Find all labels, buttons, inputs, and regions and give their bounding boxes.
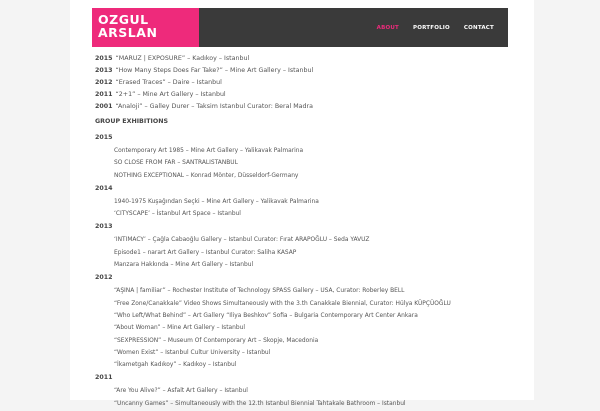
solo-year: 2013 [95,67,113,74]
solo-text: “2+1” – Mine Art Gallery – Istanbul [115,91,226,98]
year-block-2013 [95,221,525,271]
year-block-2015 [95,132,525,182]
solo-row [95,89,525,101]
site-logo[interactable] [92,8,199,47]
solo-year: 2001 [95,103,113,110]
exhibition-entry: Manzara Hakkında – Mine Art Gallery – Istanbul [114,262,254,269]
solo-row [95,101,525,113]
solo-text: “Analoji” – Galley Durer – Taksim Istanbul Curator: Beral Madra [115,103,313,110]
solo-row [95,65,525,77]
year-heading: 2013 [95,223,113,231]
exhibition-entry: Contemporary Art 1985 – Mine Art Gallery – Yalikavak Palmarina [114,148,304,154]
main-nav [372,8,499,47]
nav-contact[interactable]: CONTACT [463,24,494,31]
exhibition-entry: SO CLOSE FROM FAR – SANTRALISTANBUL [114,160,238,167]
exhibition-entry: Episode1 – narart Art Gallery – Istanbul Curator: Saliha KASAP [114,249,297,256]
logo-line-2: ARSLAN [98,25,158,40]
exhibition-entry: 1940-1975 Kuşağından Seçki – Mine Art Gallery – Yalikavak Palmarina [114,198,319,205]
year-block-2014 [95,183,525,221]
year-block-2011 [95,372,525,410]
exhibition-entry: “About Woman” – Mine Art Gallery – Istanbul [114,325,245,332]
year-heading: 2012 [95,274,113,282]
year-heading: 2014 [95,184,113,192]
nav-portfolio[interactable]: PORTFOLIO [413,24,450,31]
group-exhibitions-title: GROUP EXHIBITIONS [95,118,168,125]
exhibition-entry: “Who Left/What Behind” – Art Gallery “Iliya Beshkov” Sofia – Bulgaria Contemporary Art Center Ankara [114,312,418,319]
exhibition-entry: “Free Zone/Canakkale” Video Shows Simultaneously with the 3.th Canakkale Biennial, Curator: Hülya KÜPÇÜOĞLU [114,300,451,307]
exhibition-entry: “Women Exist” – Istanbul Cultur University – Istanbul [114,349,271,356]
solo-text: “MARUZ | EXPOSURE” – Kadıkoy – Istanbul [115,55,250,62]
year-block-2012 [95,272,525,371]
solo-year: 2011 [95,91,113,98]
solo-year: 2012 [95,79,113,86]
exhibition-entry: ‘INTIMACY’ – Çağla Cabaoğlu Gallery – Istanbul Curator: Fırat ARAPOĞLU – Seda YAVUZ [114,237,370,244]
year-heading: 2015 [95,134,113,141]
exhibition-entry: “Are You Alive?” – Asfalt Art Gallery – Istanbul [114,388,248,395]
exhibition-entry: “AŞINA | familiar” – Rochester Institute of Technology SPASS Gallery – USA, Curator: Roberley BELL [114,288,405,295]
exhibition-entry: “Uncanny Games” – Simultaneously with the 12.th Istanbul Biennial Tahtakale Bathroom – Istanbul [114,400,406,407]
logo-line-1: OZGUL [98,12,149,27]
exhibition-entry: “SEXPRESSION” – Museum Of Contemporary Art – Skopje, Macedonia [114,337,319,344]
site-header [92,8,508,47]
exhibition-entry: ‘CITYSCAPE’ – İstanbul Art Space – Istanbul [114,211,241,218]
exhibition-entry: “İkametgah Kadıkoy” – Kadıkoy – Istanbul [114,362,237,369]
exhibition-entry: NOTHING EXCEPTIONAL – Konrad Mönter, Düsseldorf-Germany [114,172,299,179]
nav-about[interactable]: ABOUT [376,24,399,31]
solo-year: 2015 [95,55,113,62]
page [70,0,534,407]
solo-row [95,53,525,65]
solo-text: “Erased Traces” – Daire – Istanbul [115,79,222,86]
exhibitions-content [95,53,525,411]
solo-text: “How Many Steps Does Far Take?” – Mine Art Gallery – Istanbul [115,67,314,74]
solo-row [95,77,525,89]
year-heading: 2011 [95,374,113,382]
